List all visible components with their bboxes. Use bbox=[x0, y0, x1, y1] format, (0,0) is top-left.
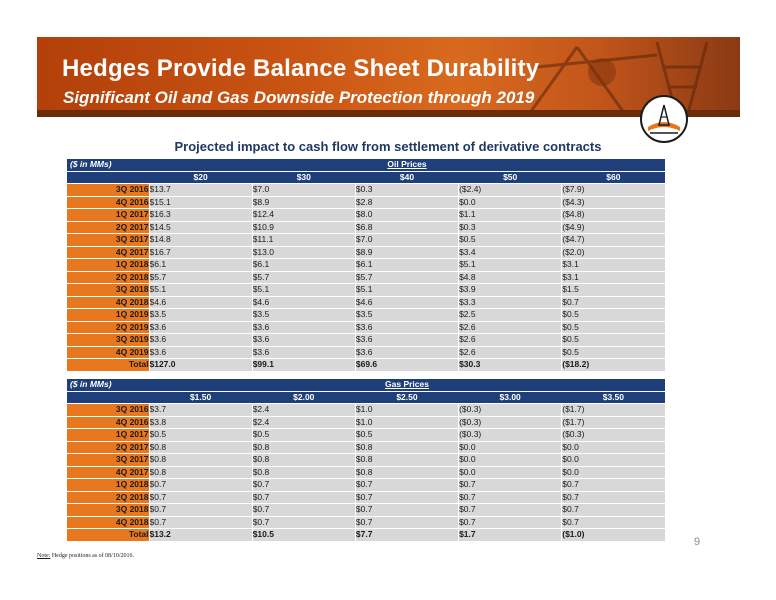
value-cell: $0.8 bbox=[355, 441, 458, 454]
value-cell: $3.6 bbox=[252, 346, 355, 359]
table-row bbox=[67, 321, 665, 334]
price-header-row bbox=[67, 171, 665, 184]
value-cell: $0.0 bbox=[459, 466, 562, 479]
table-row bbox=[67, 334, 665, 347]
price-header: $40 bbox=[355, 171, 458, 184]
value-cell: $4.8 bbox=[459, 271, 562, 284]
quarter-label: Total bbox=[67, 529, 149, 542]
value-cell: $3.6 bbox=[252, 321, 355, 334]
value-cell: ($4.3) bbox=[562, 196, 665, 209]
table-row bbox=[67, 441, 665, 454]
value-cell: $1.7 bbox=[459, 529, 562, 542]
value-cell: $5.1 bbox=[355, 284, 458, 297]
value-cell: $3.6 bbox=[149, 321, 252, 334]
value-cell: ($1.7) bbox=[562, 416, 665, 429]
value-cell: $0.7 bbox=[252, 491, 355, 504]
table-row bbox=[67, 429, 665, 442]
quarter-label: 2Q 2017 bbox=[67, 441, 149, 454]
value-cell: $6.8 bbox=[355, 221, 458, 234]
quarter-label: 1Q 2019 bbox=[67, 309, 149, 322]
value-cell: $0.0 bbox=[562, 454, 665, 467]
value-cell: ($0.3) bbox=[459, 416, 562, 429]
table-row bbox=[67, 196, 665, 209]
table-row bbox=[67, 479, 665, 492]
banner-stripe bbox=[37, 110, 740, 117]
value-cell: $69.6 bbox=[355, 359, 458, 372]
quarter-label: 1Q 2018 bbox=[67, 479, 149, 492]
footnote-text: Hedge positions as of 08/10/2016. bbox=[51, 553, 135, 559]
total-row bbox=[67, 529, 665, 542]
price-header: $1.50 bbox=[149, 391, 252, 404]
value-cell: $0.7 bbox=[459, 479, 562, 492]
table-row bbox=[67, 184, 665, 197]
value-cell: $2.6 bbox=[459, 346, 562, 359]
value-cell: $10.5 bbox=[252, 529, 355, 542]
value-cell: $13.2 bbox=[149, 529, 252, 542]
value-cell: $3.6 bbox=[355, 334, 458, 347]
value-cell: $3.7 bbox=[149, 404, 252, 417]
value-cell: $0.8 bbox=[252, 466, 355, 479]
value-cell: ($4.9) bbox=[562, 221, 665, 234]
value-cell: $0.7 bbox=[562, 504, 665, 517]
value-cell: $0.0 bbox=[459, 196, 562, 209]
value-cell: ($2.0) bbox=[562, 246, 665, 259]
value-cell: ($18.2) bbox=[562, 359, 665, 372]
value-cell: $0.8 bbox=[252, 441, 355, 454]
value-cell: $30.3 bbox=[459, 359, 562, 372]
oil-rig-illustration bbox=[507, 37, 740, 117]
value-cell: $5.7 bbox=[149, 271, 252, 284]
value-cell: $0.5 bbox=[459, 234, 562, 247]
table-row bbox=[67, 284, 665, 297]
quarter-label: 2Q 2017 bbox=[67, 221, 149, 234]
value-cell: $3.6 bbox=[149, 334, 252, 347]
value-cell: $127.0 bbox=[149, 359, 252, 372]
value-cell: $8.9 bbox=[355, 246, 458, 259]
value-cell: $0.5 bbox=[355, 429, 458, 442]
value-cell: $5.7 bbox=[252, 271, 355, 284]
value-cell: $3.5 bbox=[252, 309, 355, 322]
value-cell: $5.1 bbox=[149, 284, 252, 297]
oil-prices-label: Oil Prices bbox=[149, 159, 665, 171]
value-cell: ($1.7) bbox=[562, 404, 665, 417]
total-row bbox=[67, 359, 665, 372]
unit-label: ($ in MMs) bbox=[67, 379, 149, 391]
value-cell: $2.6 bbox=[459, 321, 562, 334]
oil-hedge-table bbox=[67, 159, 665, 372]
value-cell: $3.5 bbox=[355, 309, 458, 322]
value-cell: $0.8 bbox=[355, 466, 458, 479]
value-cell: $0.7 bbox=[149, 504, 252, 517]
value-cell: $0.7 bbox=[459, 491, 562, 504]
footnote bbox=[37, 553, 134, 559]
value-cell: $0.8 bbox=[149, 454, 252, 467]
value-cell: $10.9 bbox=[252, 221, 355, 234]
quarter-label: 2Q 2019 bbox=[67, 321, 149, 334]
value-cell: $11.1 bbox=[252, 234, 355, 247]
value-cell: $8.9 bbox=[252, 196, 355, 209]
company-logo bbox=[640, 95, 688, 143]
table-header-row bbox=[67, 379, 665, 391]
value-cell: $13.0 bbox=[252, 246, 355, 259]
value-cell: $0.7 bbox=[252, 504, 355, 517]
value-cell: $16.7 bbox=[149, 246, 252, 259]
table-row bbox=[67, 209, 665, 222]
value-cell: $8.0 bbox=[355, 209, 458, 222]
value-cell: $2.4 bbox=[252, 404, 355, 417]
value-cell: $0.5 bbox=[562, 309, 665, 322]
value-cell: $0.8 bbox=[149, 466, 252, 479]
value-cell: $0.8 bbox=[149, 441, 252, 454]
table-row bbox=[67, 246, 665, 259]
quarter-label: 1Q 2017 bbox=[67, 429, 149, 442]
quarter-label: 3Q 2016 bbox=[67, 184, 149, 197]
gas-prices-label: Gas Prices bbox=[149, 379, 665, 391]
value-cell: $3.6 bbox=[355, 321, 458, 334]
value-cell: $0.7 bbox=[355, 491, 458, 504]
value-cell: $5.1 bbox=[459, 259, 562, 272]
table-row bbox=[67, 346, 665, 359]
quarter-label: 3Q 2017 bbox=[67, 234, 149, 247]
table-row bbox=[67, 504, 665, 517]
value-cell: $1.0 bbox=[355, 416, 458, 429]
table-row bbox=[67, 516, 665, 529]
value-cell: $0.7 bbox=[149, 491, 252, 504]
table-row bbox=[67, 296, 665, 309]
price-header: $2.50 bbox=[355, 391, 458, 404]
value-cell: $0.0 bbox=[562, 466, 665, 479]
table-row bbox=[67, 454, 665, 467]
value-cell: $5.7 bbox=[355, 271, 458, 284]
page-title: Hedges Provide Balance Sheet Durability bbox=[62, 55, 540, 82]
quarter-label: 3Q 2017 bbox=[67, 454, 149, 467]
quarter-label: 4Q 2018 bbox=[67, 296, 149, 309]
value-cell: $1.5 bbox=[562, 284, 665, 297]
value-cell: $0.7 bbox=[562, 491, 665, 504]
quarter-label: 3Q 2019 bbox=[67, 334, 149, 347]
quarter-label: 4Q 2016 bbox=[67, 416, 149, 429]
value-cell: $0.7 bbox=[252, 479, 355, 492]
value-cell: $0.7 bbox=[562, 296, 665, 309]
value-cell: $0.7 bbox=[459, 516, 562, 529]
value-cell: $0.3 bbox=[459, 221, 562, 234]
value-cell: $3.1 bbox=[562, 259, 665, 272]
value-cell: $5.1 bbox=[252, 284, 355, 297]
quarter-label: 1Q 2017 bbox=[67, 209, 149, 222]
value-cell: $0.8 bbox=[252, 454, 355, 467]
quarter-label: 3Q 2018 bbox=[67, 504, 149, 517]
value-cell: $0.7 bbox=[355, 516, 458, 529]
price-header: $60 bbox=[562, 171, 665, 184]
value-cell: $2.4 bbox=[252, 416, 355, 429]
value-cell: $7.0 bbox=[252, 184, 355, 197]
table-row bbox=[67, 491, 665, 504]
blank-header-cell bbox=[67, 171, 149, 184]
price-header: $20 bbox=[149, 171, 252, 184]
value-cell: $4.6 bbox=[252, 296, 355, 309]
value-cell: $0.7 bbox=[562, 516, 665, 529]
price-header: $3.00 bbox=[459, 391, 562, 404]
value-cell: $0.0 bbox=[562, 441, 665, 454]
value-cell: $1.1 bbox=[459, 209, 562, 222]
value-cell: $0.5 bbox=[149, 429, 252, 442]
value-cell: $1.0 bbox=[355, 404, 458, 417]
value-cell: $2.6 bbox=[459, 334, 562, 347]
value-cell: $15.1 bbox=[149, 196, 252, 209]
quarter-label: 4Q 2017 bbox=[67, 466, 149, 479]
value-cell: $0.5 bbox=[562, 321, 665, 334]
value-cell: $3.6 bbox=[252, 334, 355, 347]
title-banner bbox=[37, 37, 740, 117]
table-row bbox=[67, 309, 665, 322]
value-cell: $0.0 bbox=[459, 454, 562, 467]
table-row bbox=[67, 404, 665, 417]
value-cell: ($0.3) bbox=[459, 429, 562, 442]
value-cell: ($4.8) bbox=[562, 209, 665, 222]
quarter-label: 1Q 2018 bbox=[67, 259, 149, 272]
value-cell: $7.0 bbox=[355, 234, 458, 247]
table-row bbox=[67, 271, 665, 284]
price-header-row bbox=[67, 391, 665, 404]
value-cell: $4.6 bbox=[149, 296, 252, 309]
value-cell: $0.8 bbox=[355, 454, 458, 467]
value-cell: $3.9 bbox=[459, 284, 562, 297]
price-header: $50 bbox=[459, 171, 562, 184]
quarter-label: 4Q 2018 bbox=[67, 516, 149, 529]
table-header-row bbox=[67, 159, 665, 171]
value-cell: $2.5 bbox=[459, 309, 562, 322]
unit-label: ($ in MMs) bbox=[67, 159, 149, 171]
value-cell: $0.7 bbox=[252, 516, 355, 529]
table-row bbox=[67, 259, 665, 272]
price-header: $2.00 bbox=[252, 391, 355, 404]
value-cell: $13.7 bbox=[149, 184, 252, 197]
value-cell: $4.6 bbox=[355, 296, 458, 309]
quarter-label: 3Q 2016 bbox=[67, 404, 149, 417]
value-cell: $6.1 bbox=[252, 259, 355, 272]
value-cell: $0.7 bbox=[149, 479, 252, 492]
value-cell: $3.6 bbox=[355, 346, 458, 359]
value-cell: $3.4 bbox=[459, 246, 562, 259]
value-cell: $0.3 bbox=[355, 184, 458, 197]
page-number: 9 bbox=[694, 536, 701, 548]
quarter-label: 2Q 2018 bbox=[67, 271, 149, 284]
value-cell: $3.8 bbox=[149, 416, 252, 429]
value-cell: $3.6 bbox=[149, 346, 252, 359]
value-cell: $3.1 bbox=[562, 271, 665, 284]
value-cell: $0.7 bbox=[355, 504, 458, 517]
value-cell: $99.1 bbox=[252, 359, 355, 372]
table-row bbox=[67, 234, 665, 247]
value-cell: $0.7 bbox=[562, 479, 665, 492]
value-cell: $0.0 bbox=[459, 441, 562, 454]
value-cell: $3.3 bbox=[459, 296, 562, 309]
value-cell: ($7.9) bbox=[562, 184, 665, 197]
value-cell: ($1.0) bbox=[562, 529, 665, 542]
gas-hedge-table bbox=[67, 379, 665, 542]
value-cell: $0.5 bbox=[562, 334, 665, 347]
footnote-label: Note: bbox=[37, 553, 51, 559]
value-cell: $14.8 bbox=[149, 234, 252, 247]
value-cell: $0.5 bbox=[562, 346, 665, 359]
quarter-label: 4Q 2017 bbox=[67, 246, 149, 259]
value-cell: $7.7 bbox=[355, 529, 458, 542]
table-row bbox=[67, 466, 665, 479]
quarter-label: 4Q 2016 bbox=[67, 196, 149, 209]
value-cell: $6.1 bbox=[355, 259, 458, 272]
value-cell: $0.7 bbox=[149, 516, 252, 529]
value-cell: $2.8 bbox=[355, 196, 458, 209]
value-cell: $12.4 bbox=[252, 209, 355, 222]
value-cell: $14.5 bbox=[149, 221, 252, 234]
section-title: Projected impact to cash flow from settlement of derivative contracts bbox=[174, 139, 602, 154]
value-cell: ($4.7) bbox=[562, 234, 665, 247]
value-cell: $0.7 bbox=[355, 479, 458, 492]
value-cell: $3.5 bbox=[149, 309, 252, 322]
table-row bbox=[67, 221, 665, 234]
price-header: $30 bbox=[252, 171, 355, 184]
table-row bbox=[67, 416, 665, 429]
value-cell: ($2.4) bbox=[459, 184, 562, 197]
value-cell: $6.1 bbox=[149, 259, 252, 272]
blank-header-cell bbox=[67, 391, 149, 404]
price-header: $3.50 bbox=[562, 391, 665, 404]
value-cell: $16.3 bbox=[149, 209, 252, 222]
quarter-label: 3Q 2018 bbox=[67, 284, 149, 297]
quarter-label: 4Q 2019 bbox=[67, 346, 149, 359]
quarter-label: Total bbox=[67, 359, 149, 372]
value-cell: $0.5 bbox=[252, 429, 355, 442]
value-cell: ($0.3) bbox=[459, 404, 562, 417]
value-cell: $0.7 bbox=[459, 504, 562, 517]
page-subtitle: Significant Oil and Gas Downside Protection through 2019 bbox=[63, 88, 535, 107]
value-cell: ($0.3) bbox=[562, 429, 665, 442]
quarter-label: 2Q 2018 bbox=[67, 491, 149, 504]
